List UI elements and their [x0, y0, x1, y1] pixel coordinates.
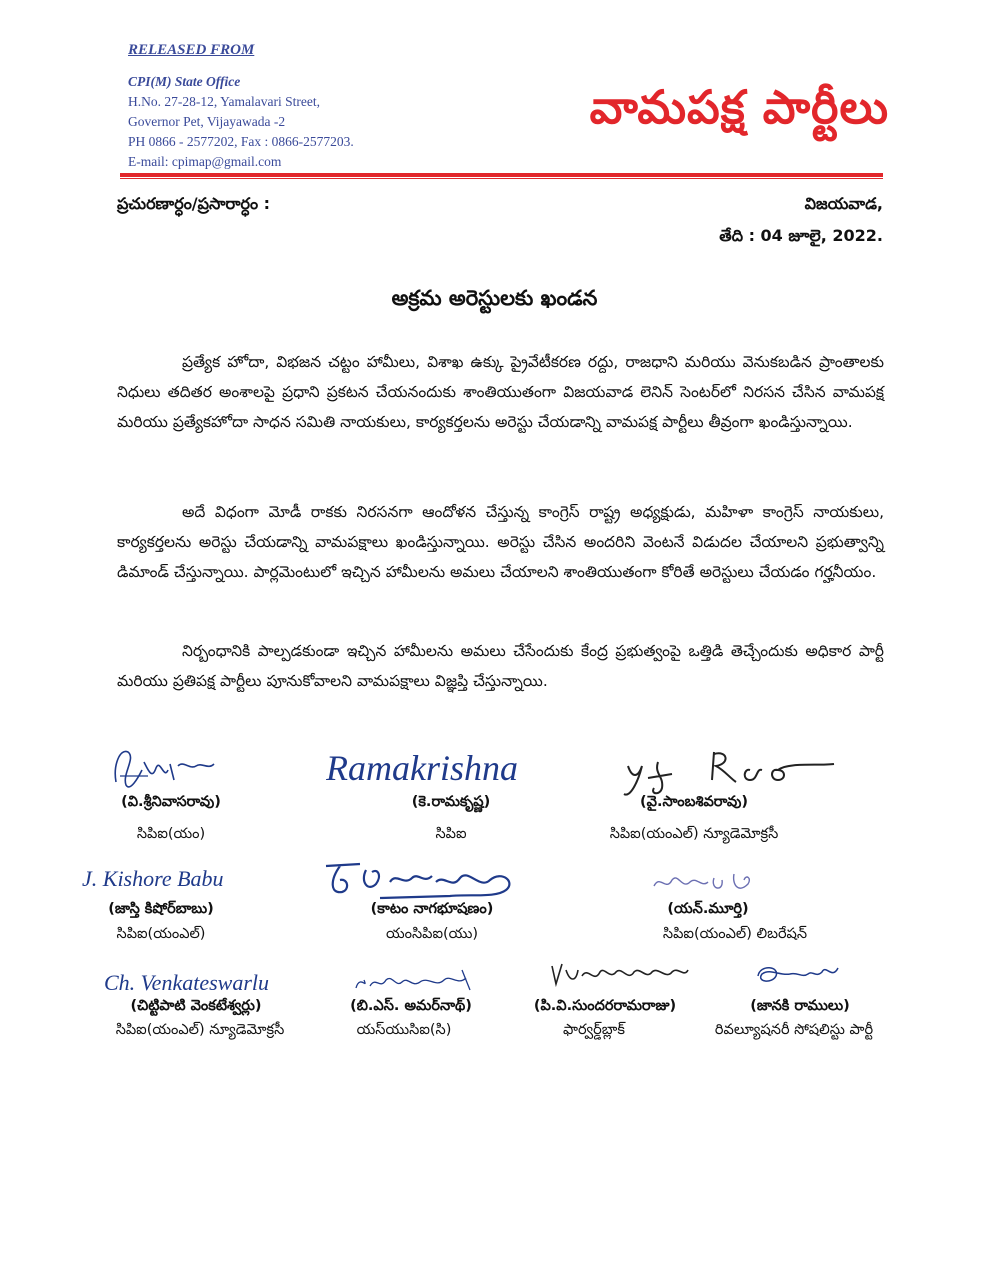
signature-murthy: [648, 864, 768, 900]
signatory-name: (బి.ఎస్. అమర్‌నాథ్): [350, 998, 472, 1014]
signatory-name: (వి.శ్రీనివాసరావు): [121, 794, 221, 810]
signatory-name: (కె.రామకృష్ణ): [411, 794, 491, 810]
signature-amarnath: [350, 966, 480, 996]
document-title: అక్రమ అరెస్టులకు ఖండన: [391, 286, 598, 310]
signature-kishorebabu-text: J. Kishore Babu: [82, 866, 224, 891]
office-name: CPI(M) State Office: [128, 74, 241, 89]
signature-ramakrishna-text: Ramakrishna: [326, 748, 518, 788]
signatory-name: (జానకి రాములు): [750, 998, 850, 1014]
header-divider: [120, 173, 883, 177]
signature-srinivasarao: [108, 740, 228, 800]
header-divider-thin: [120, 178, 883, 179]
paragraph-text: నిర్బంధానికి పాల్పడకుండా ఇచ్చిన హామీలను అమలు చేసేందుకు కేంద్ర ప్రభుత్వంపై ఒత్తిడి తెచ్చేందుకు అధికార పార్టీ మరియు ప్రతిపక్ష పార్టీలు పూనుకోవాలని వామపక్షాలు విజ్ఞప్తి చేస్తున్నాయి.: [117, 642, 884, 690]
paragraph-text: ప్రత్యేక హోదా, విభజన చట్టం హామీలు, విశాఖ ఉక్కు ప్రైవేటీకరణ రద్దు, రాజధాని మరియు వెనుకబడిన ప్రాంతాలకు నిధులు తదితర అంశాలపై ప్రధాని ప్రకటన చేయనందుకు శాంతియుతంగా విజయవాడ లెనిన్ సెంటర్‌లో నిరసన చేసిన వామపక్ష మరియు ప్రత్యేకహోదా సాధన సమితి నాయకులు, కార్యకర్తలను అరెస్టు చేయడాన్ని వామపక్ష పార్టీలు తీవ్రంగా ఖండిస్తున్నాయి.: [117, 353, 884, 431]
signatory-name: (చిట్టిపాటి వెంకటేశ్వర్లు): [130, 998, 262, 1014]
paragraph-2: [117, 497, 884, 587]
signatory-name: (పి.వి.సుందరరామరాజు): [533, 998, 677, 1014]
signatory-name: (జాస్తి కిషోర్‌బాబు): [108, 901, 214, 917]
brand-title: వామపక్ష పార్టీలు: [589, 80, 889, 134]
office-address: [128, 72, 354, 172]
signatory-name: (యన్.మూర్తి): [667, 901, 749, 917]
signature-janakiramulu: [750, 958, 850, 990]
signatory-party: యస్‌యుసిఐ(సి): [356, 1022, 452, 1038]
signatory-name: (వై.సాంబశివరావు): [640, 794, 748, 810]
signatory-party: సిపిఐ(యంఎల్): [116, 926, 206, 942]
email: E-mail: cpimap@gmail.com: [128, 154, 282, 169]
signatory-party: సిపిఐ(యంఎల్) లిబరేషన్: [662, 926, 808, 942]
signature-sundararamaraju: [548, 958, 698, 990]
signatory-party: సిపిఐ(యంఎల్) న్యూడెమోక్రసీ: [115, 1022, 285, 1038]
signatory-party: ఫార్వర్డ్‌బ్లాక్: [562, 1022, 626, 1038]
signatory-name: (కాటం నాగభూషణం): [370, 901, 494, 917]
signature-venkateswarlu: [104, 964, 324, 1000]
signature-nagabhushanam: [320, 852, 530, 908]
signatory-party: సిపిఐ(యం): [136, 826, 206, 842]
signatory-party: సిపిఐ: [435, 826, 467, 842]
signatory-party: రివల్యూషనరీ సోషలిస్టు పార్టీ: [714, 1022, 874, 1038]
place: విజయవాడ,: [804, 194, 883, 213]
paragraph-text: అదే విధంగా మోడీ రాకకు నిరసనగా ఆందోళన చేస్తున్న కాంగ్రెస్ రాష్ట్ర అధ్యక్షుడు, మహిళా కాంగ్రెస్ నాయకులు, కార్యకర్తలను అరెస్టు చేయడాన్ని వామపక్షాలు ఖండిస్తున్నాయి. అరెస్టు చేసిన అందరిని వెంటనే విడుదల చేయాలని ప్రభుత్వాన్ని డిమాండ్ చేస్తున్నాయి. పార్లమెంటులో ఇచ్చిన హామీలను అమలు చేయాలని శాంతియుతంగా కోరితే అరెస్టులు చేయడం గర్హనీయం.: [117, 503, 884, 581]
signatory-party: సిపిఐ(యంఎల్) న్యూడెమోక్రసీ: [609, 826, 779, 842]
phone-fax: PH 0866 - 2577202, Fax : 0866-2577203.: [128, 134, 354, 149]
paragraph-3: [117, 636, 884, 696]
paragraph-1: [117, 347, 884, 437]
address-line-2: Governor Pet, Vijayawada -2: [128, 114, 286, 129]
signature-venkateswarlu-text: Ch. Venkateswarlu: [104, 970, 269, 995]
signature-ramakrishna: [326, 738, 566, 798]
address-line-1: H.No. 27-28-12, Yamalavari Street,: [128, 94, 320, 109]
date: తేది : 04 జూలై, 2022.: [719, 226, 883, 245]
signatory-party: యంసిపిఐ(యు): [385, 926, 479, 942]
released-from-label: RELEASED FROM: [128, 42, 255, 58]
signature-kishorebabu: [82, 858, 242, 898]
publication-type: ప్రచురణార్ధం/ప్రసారార్ధం :: [117, 194, 271, 213]
